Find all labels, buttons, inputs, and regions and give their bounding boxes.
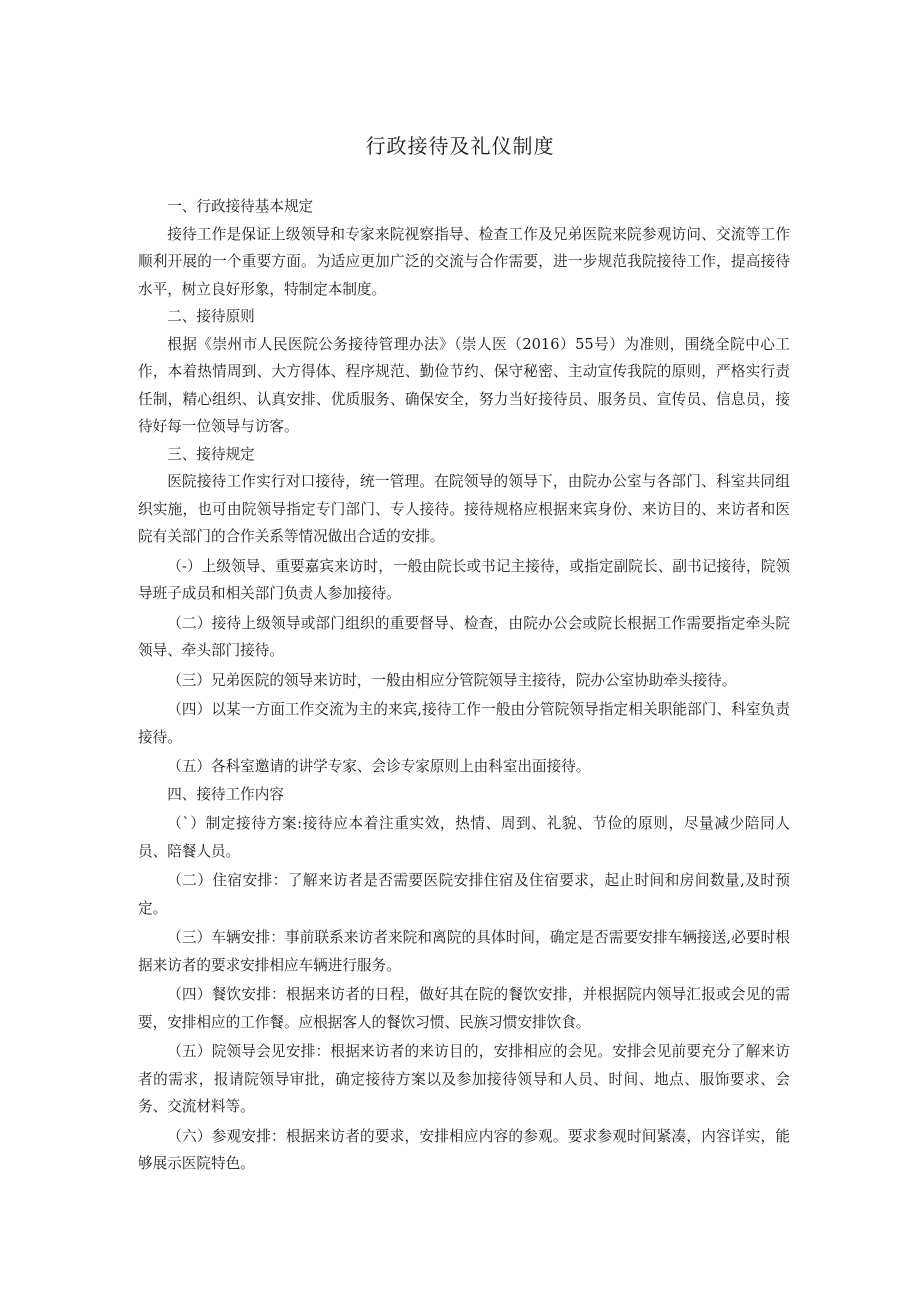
section-heading: 三、接待规定 — [167, 445, 255, 463]
list-item: （二）住宿安排：了解来访者是否需要医院安排住宿及住宿要求，起止时间和房间数量,及时预定。 — [138, 872, 790, 917]
list-item: （六）参观安排：根据来访者的要求，安排相应内容的参观。要求参观时间紧凑，内容详实，能够展示医院特色。 — [138, 1127, 790, 1172]
body-paragraph: 根据《崇州市人民医院公务接待管理办法》（崇人医（2016）55号）为准则，围绕全院中心工作，本着热情周到、大方得体、程序规范、勤俭节约、保守秘密、主动宣传我院的原则，严格实行责任制，精心组织、认真安排、优质服务、确保安全，努力当好接待员、服务员、宣传员、信息员，接待好每一位领导与访客。 — [138, 335, 790, 435]
list-item: （三）车辆安排：事前联系来访者来院和离院的具体时间，确定是否需要安排车辆接送,必要时根据来访者的要求安排相应车辆进行服务。 — [138, 929, 790, 974]
list-item: （`）制定接待方案:接待应本着注重实效，热情、周到、礼貌、节俭的原则，尽量减少陪同人员、陪餐人员。 — [138, 815, 790, 860]
list-item: （四）餐饮安排：根据来访者的日程，做好其在院的餐饮安排，并根据院内领导汇报或会见的需要，安排相应的工作餐。应根据客人的餐饮习惯、民族习惯安排饮食。 — [138, 986, 790, 1031]
body-paragraph: 接待工作是保证上级领导和专家来院视察指导、检查工作及兄弟医院来院参观访问、交流等工作顺利开展的一个重要方面。为适应更加广泛的交流与合作需要，进一步规范我院接待工作，提高接待水平，树立良好形象，特制定本制度。 — [138, 225, 790, 298]
list-item: （五）院领导会见安排：根据来访者的来访目的，安排相应的会见。安排会见前要充分了解来访者的需求，报请院领导审批，确定接待方案以及参加接待领导和人员、时间、地点、服饰要求、会务、交流材料等。 — [138, 1043, 790, 1115]
list-item: （二）接待上级领导或部门组织的重要督导、检查，由院办公会或院长根据工作需要指定牵头院领导、牵头部门接待。 — [138, 614, 790, 659]
section-heading: 四、接待工作内容 — [167, 785, 284, 803]
list-item: （五）各科室邀请的讲学专家、会诊专家原则上由科室出面接待。 — [167, 758, 591, 775]
section-heading: 一、行政接待基本规定 — [167, 198, 314, 215]
document-body — [138, 193, 790, 1178]
list-item: （四）以某一方面工作交流为主的来宾,接待工作一般由分管院领导指定相关职能部门、科室负责接待。 — [138, 701, 790, 746]
section-heading: 二、接待原则 — [167, 308, 255, 325]
body-paragraph: 医院接待工作实行对口接待，统一管理。在院领导的领导下，由院办公室与各部门、科室共同组织实施，也可由院领导指定专门部门、专人接待。接待规格应根据来宾身份、来访目的、来访者和医院有关部门的合作关系等情况做出合适的安排。 — [138, 473, 790, 545]
list-item: （-）上级领导、重要嘉宾来访时，一般由院长或书记主接待，或指定副院长、副书记接待，院领导班子成员和相关部门负责人参加接待。 — [138, 557, 790, 602]
list-item: （三）兄弟医院的领导来访时，一般由相应分管院领导主接待，院办公室协助牵头接待。 — [167, 671, 737, 689]
document-title: 行政接待及礼仪制度 — [365, 134, 555, 158]
